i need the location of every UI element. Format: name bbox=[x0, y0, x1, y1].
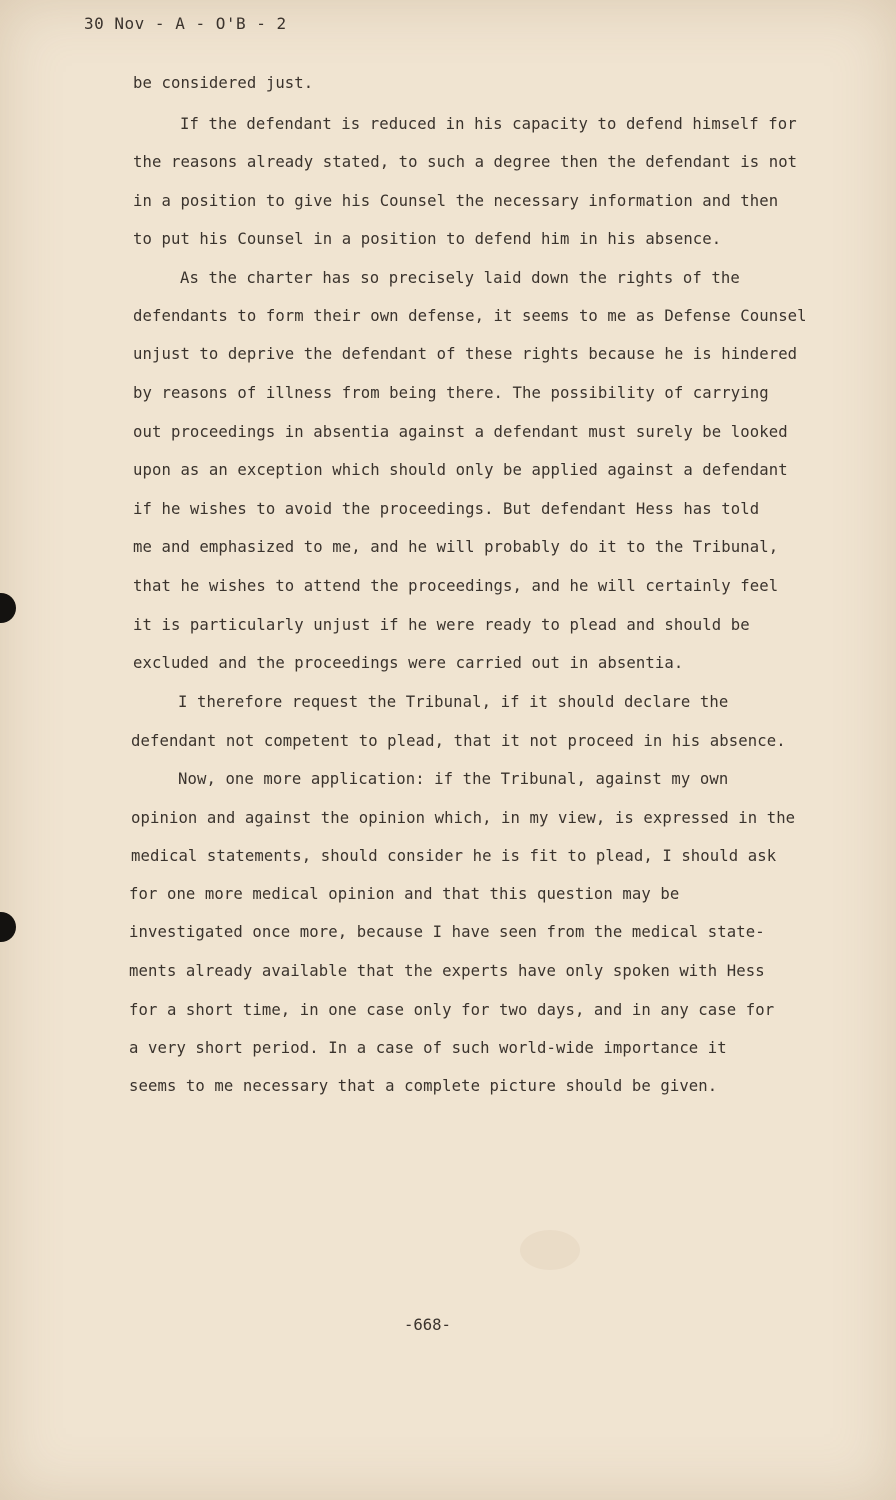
text-line: seems to me necessary that a complete picture should be given. bbox=[129, 1077, 718, 1095]
text-line: Now, one more application: if the Tribunal, against my own bbox=[178, 770, 729, 788]
text-line: if he wishes to avoid the proceedings. But defendant Hess has told bbox=[133, 500, 760, 518]
document-reference: 30 Nov - A - O'B - 2 bbox=[84, 14, 287, 33]
text-line: me and emphasized to me, and he will probably do it to the Tribunal, bbox=[133, 538, 779, 556]
text-line: for one more medical opinion and that this question may be bbox=[129, 885, 680, 903]
text-line: If the defendant is reduced in his capacity to defend himself for bbox=[180, 115, 797, 133]
text-line: for a short time, in one case only for two days, and in any case for bbox=[129, 1001, 775, 1019]
text-line: defendant not competent to plead, that it not proceed in his absence. bbox=[131, 732, 786, 750]
punch-hole-lower bbox=[0, 912, 16, 942]
text-line: out proceedings in absentia against a defendant must surely be looked bbox=[133, 423, 788, 441]
text-line: investigated once more, because I have seen from the medical state- bbox=[129, 923, 765, 941]
text-line: ments already available that the experts have only spoken with Hess bbox=[129, 962, 765, 980]
text-line: medical statements, should consider he is fit to plead, I should ask bbox=[131, 847, 777, 865]
text-line: I therefore request the Tribunal, if it should declare the bbox=[178, 693, 729, 711]
text-line: unjust to deprive the defendant of these rights because he is hindered bbox=[133, 345, 798, 363]
text-line: it is particularly unjust if he were ready to plead and should be bbox=[133, 616, 750, 634]
text-line: in a position to give his Counsel the necessary information and then bbox=[133, 192, 779, 210]
text-line: opinion and against the opinion which, in my view, is expressed in the bbox=[131, 809, 796, 827]
text-line: to put his Counsel in a position to defend him in his absence. bbox=[133, 230, 722, 248]
punch-hole-upper bbox=[0, 593, 16, 623]
text-line: defendants to form their own defense, it seems to me as Defense Counsel bbox=[133, 307, 807, 325]
paper-stain bbox=[520, 1230, 580, 1270]
text-line: be considered just. bbox=[133, 74, 314, 92]
text-line: excluded and the proceedings were carried out in absentia. bbox=[133, 654, 684, 672]
text-line: upon as an exception which should only be applied against a defendant bbox=[133, 461, 788, 479]
text-line: by reasons of illness from being there. The possibility of carrying bbox=[133, 384, 769, 402]
text-line: that he wishes to attend the proceedings, and he will certainly feel bbox=[133, 577, 779, 595]
text-line: a very short period. In a case of such world-wide importance it bbox=[129, 1039, 727, 1057]
text-line: As the charter has so precisely laid down the rights of the bbox=[180, 269, 740, 287]
page-number: -668- bbox=[404, 1316, 451, 1334]
text-line: the reasons already stated, to such a degree then the defendant is not bbox=[133, 153, 798, 171]
